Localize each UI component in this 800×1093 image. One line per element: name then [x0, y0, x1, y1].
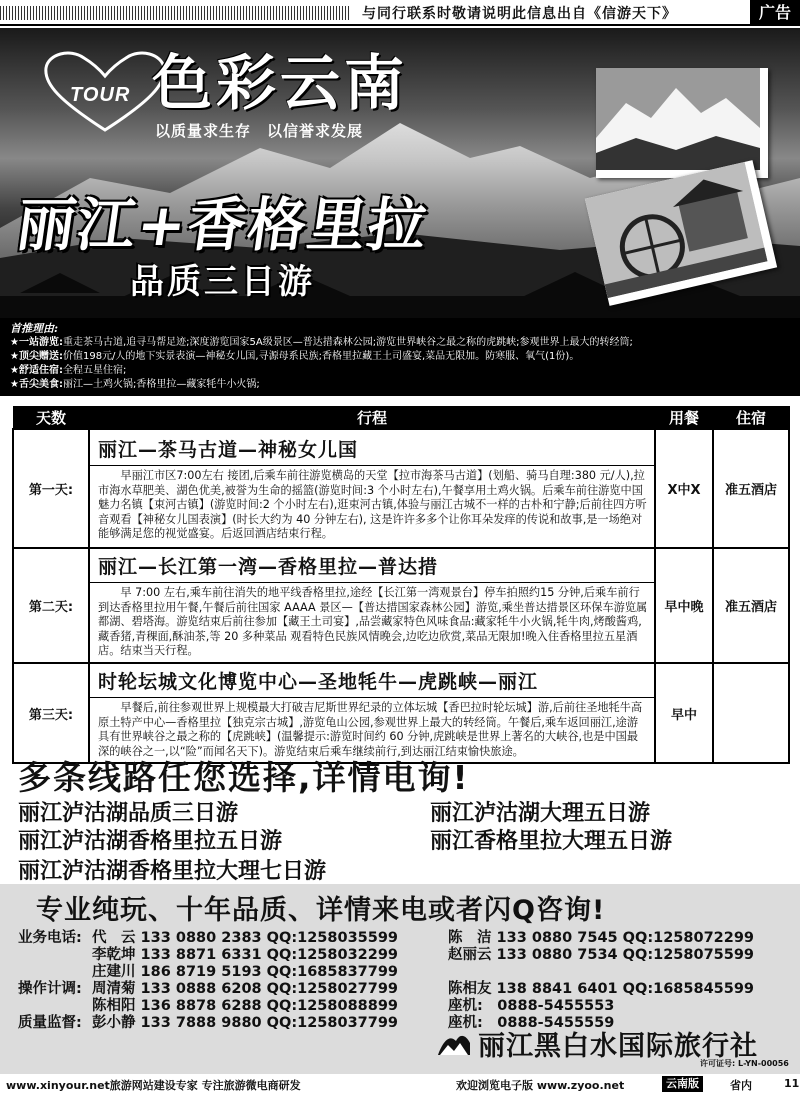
agency-logo-icon — [436, 1029, 472, 1059]
decorative-stripe — [0, 6, 350, 20]
highlights-panel — [0, 318, 800, 396]
contact-label: 质量监督: — [18, 1015, 82, 1031]
top-bar — [0, 0, 800, 26]
tour-subtitle: 品质三日游 — [130, 262, 315, 302]
footer-right-text: 欢迎浏览电子版 www.zyoo.net — [456, 1079, 625, 1092]
day-label: 第一天: — [13, 429, 89, 548]
route-description: 早餐后,前往参观世界上规模最大打破吉尼斯世界纪录的立体坛城【香巴拉时轮坛城】游,后前往圣地牦牛高原土特产中心—香格里拉【独克宗古城】,游览龟山公园,参观世界上最大的转经筒。午餐后,乘车返回丽江,途游具有世界峡谷之最之称的【虎跳峡】(温馨提示:游览时间约 60 分钟,虎跳峡是世界上著名的大峡谷,也是中国最深的峡谷之一,以“险”而闻名天下)。游览结束后乘车继续前行,到达丽江结束愉快旅途。 — [98, 700, 643, 758]
tour-logo-text: TOUR — [70, 84, 131, 106]
route-title: 时轮坛城文化博览中心—圣地牦牛—虎跳峡—丽江 — [90, 664, 654, 698]
more-routes-heading: 多条线路任您选择,详情电询! — [18, 758, 470, 797]
route-option: 丽江泸沽湖品质三日游 — [18, 801, 239, 826]
route-option: 丽江香格里拉大理五日游 — [430, 829, 673, 854]
highlights-heading: 首推理由: — [10, 322, 59, 335]
hotel-value: 准五酒店 — [713, 548, 789, 663]
contact-entry: 陈相友 138 8841 6401 QQ:1685845599 — [448, 981, 755, 997]
contact-entry: 座机: 0888-5455553 — [448, 998, 615, 1014]
contact-entry: 座机: 0888-5455559 — [448, 1015, 615, 1031]
route-option: 丽江泸沽湖香格里拉大理七日游 — [18, 859, 327, 884]
header-hotel: 住宿 — [713, 407, 789, 430]
route-cell — [89, 548, 655, 663]
hotel-value — [713, 663, 789, 763]
contact-label: 操作计调: — [18, 981, 82, 997]
route-cell — [89, 429, 655, 548]
contact-entry: 陈 洁 133 0880 7545 QQ:1258072299 — [448, 930, 755, 946]
highlight-row: ★舌尖美食:丽江—土鸡火锅;香格里拉—藏家牦牛小火锅; — [10, 379, 260, 390]
meals-value: X中X — [655, 429, 713, 548]
meals-value: 早中晚 — [655, 548, 713, 663]
highlight-row: ★舒适住宿:全程五星住宿; — [10, 365, 127, 376]
brand-slogan: 以质量求生存 以信誉求发展 — [155, 122, 364, 140]
source-notice: 与同行联系时敬请说明此信息出自《信游天下》 — [362, 6, 677, 22]
hotel-value: 准五酒店 — [713, 429, 789, 548]
contact-entry: 赵丽云 133 0880 7534 QQ:1258075599 — [448, 947, 755, 963]
edition-tag: 云南版 — [662, 1076, 703, 1092]
route-option: 丽江泸沽湖香格里拉五日游 — [18, 829, 283, 854]
contact-panel — [0, 884, 800, 1074]
table-row — [13, 429, 789, 548]
route-description: 早 7:00 左右,乘车前往消失的地平线香格里拉,途经【长江第一湾观景台】停车拍照约15 分钟,后乘车前行到达香格里拉用午餐,午餐后前往国家 AAAA 景区—【普达措国家森林公园】游览,乘坐普达措景区环保车游览属都湖、碧塔海。游览结束后前往参加【藏王土司宴】,品尝藏家特色风味食品:藏家牦牛小火锅,牦牛肉,烤酸酱鸡,藏香猪,青稞面,酥油茶,等 20 多种菜品 观看特色民族风情晚会,边吃边欣赏,菜品无限加!晚入住香格里拉五星酒店。结束当天行程。 — [98, 586, 648, 658]
header-meals: 用餐 — [655, 407, 713, 430]
route-cell — [89, 663, 655, 763]
contact-entry: 彭小静 133 7888 9880 QQ:1258037799 — [92, 1015, 399, 1031]
meals-value: 早中 — [655, 663, 713, 763]
ad-label: 广告 — [750, 0, 800, 26]
contact-entry: 陈相阳 136 8878 6288 QQ:1258088899 — [92, 998, 399, 1014]
table-header-row — [13, 407, 789, 430]
itinerary-table — [12, 406, 790, 764]
contact-entry: 庄建川 186 8719 5193 QQ:1685837799 — [92, 964, 399, 980]
header-day: 天数 — [13, 407, 89, 430]
contact-entry: 周清菊 133 0888 6208 QQ:1258027799 — [92, 981, 399, 997]
day-label: 第二天: — [13, 548, 89, 663]
highlight-row: ★顶尖赠送:价值198元/人的地下实景表演—神秘女儿国,寻源母系民族;香格里拉藏王土司盛宴,菜品无限加。防寒服、氧气(1份)。 — [10, 351, 580, 362]
route-title: 丽江—长江第一湾—香格里拉—普达措 — [90, 549, 654, 583]
contact-label: 业务电话: — [18, 930, 82, 946]
day-label: 第三天: — [13, 663, 89, 763]
route-description: 早丽江市区7:00左右 接团,后乘车前往游览横岛的天堂【拉市海茶马古道】(划船、骑马自理:380 元/人),拉市海水草肥美、湖色优美,被誉为生命的摇篮(游览时间:3 个小时左右),午餐享用土鸡火锅。后乘车前往游览中国魅力名镇【束河古镇】(游览时间:2 个小时左右),逛束河古镇,体验与丽江古城不一样的古朴和宁静;后前往四方听音观看【神秘女儿国表演】(时长大约为 40 分钟左右), 这是许许多多个让你耳朵发痒的传说和故事,是一场绝对能够满足您的视觉盛宴。后返回酒店结束行程。 — [98, 469, 647, 541]
route-title: 丽江—茶马古道—神秘女儿国 — [90, 432, 654, 466]
table-row — [13, 663, 789, 763]
brand-title: 色彩云南 — [152, 49, 408, 119]
footer-left-text: www.xinyour.net旅游网站建设专家 专注旅游微电商研发 — [6, 1079, 301, 1092]
agency-name: 丽江黑白水国际旅行社 — [478, 1031, 758, 1062]
contact-entry: 李乾坤 133 8871 6331 QQ:1258032299 — [92, 947, 399, 963]
hero-banner — [0, 28, 800, 318]
tour-title: 丽江+香格里拉 — [12, 191, 433, 259]
table-row — [13, 548, 789, 663]
page-footer — [0, 1076, 800, 1093]
page-number: 11 — [784, 1077, 800, 1090]
contact-heading: 专业纯玩、十年品质、详情来电或者闪Q咨询! — [36, 895, 606, 926]
highlight-row: ★一站游览:重走茶马古道,追寻马帮足迹;深度游览国家5A级景区—普达措森林公园;游览世界峡谷之最之称的虎跳峡;参观世界上最大的转经筒; — [10, 337, 633, 348]
region-label: 省内 — [730, 1079, 752, 1092]
license-number: 许可证号: L-YN-00056 — [700, 1059, 789, 1068]
contact-entry: 代 云 133 0880 2383 QQ:1258035599 — [92, 930, 399, 946]
header-route: 行程 — [89, 407, 655, 430]
route-option: 丽江泸沽湖大理五日游 — [430, 801, 651, 826]
